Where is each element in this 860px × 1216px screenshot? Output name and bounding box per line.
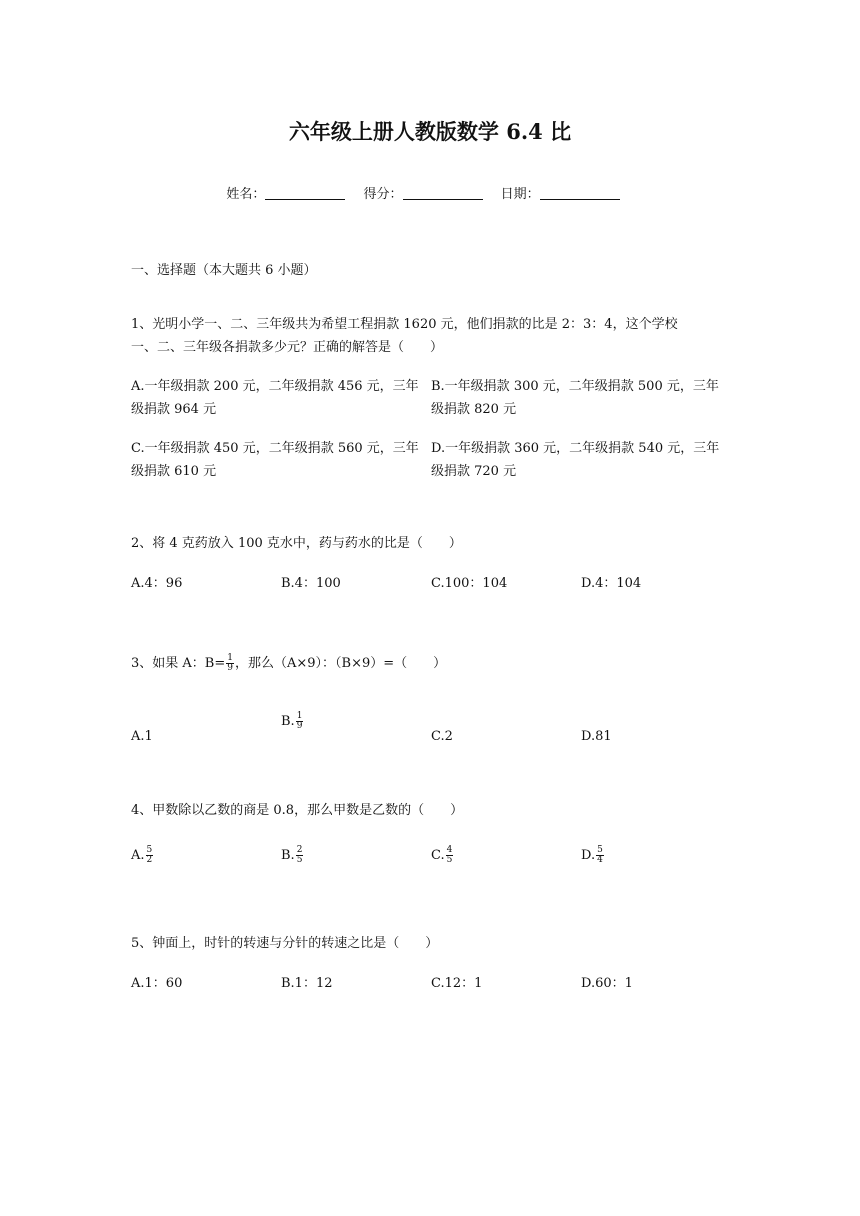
question-4-option-d: D. $\frac{5}{4}$ bbox=[581, 845, 603, 865]
question-5-stem: 5、钟面上，时针的转速与分针的转速之比是（ ） bbox=[131, 936, 439, 951]
question-2-option-c: C.100：104 bbox=[431, 576, 508, 591]
question-1-option-b: B.一年级捐款 300 元，二年级捐款 500 元，三年 级捐款 820 元 bbox=[431, 379, 719, 417]
question-2-option-d: D.4：104 bbox=[581, 576, 642, 591]
question-3-stem: 3、如果 A：B= $\frac{1}{9}$ ，那么（A×9）：（B×9）=（ ） bbox=[131, 653, 447, 673]
question-2-stem: 2、将 4 克药放入 100 克水中，药与药水的比是（ ） bbox=[131, 536, 462, 551]
question-3-option-b: B. $\frac{1}{9}$ bbox=[281, 711, 303, 731]
section-heading: 一、选择题（本大题共 6 小题） bbox=[131, 263, 317, 278]
question-5-option-a: A.1：60 bbox=[131, 976, 183, 991]
date-label: 日期： bbox=[500, 187, 540, 202]
question-3-fraction: $\frac{1}{9}$ bbox=[227, 653, 233, 673]
question-5-option-c: C.12：1 bbox=[431, 976, 483, 991]
question-5-option-b: B.1：12 bbox=[281, 976, 333, 991]
question-1-option-c: C.一年级捐款 450 元，二年级捐款 560 元，三年 级捐款 610 元 bbox=[131, 441, 419, 479]
question-2-option-a: A.4：96 bbox=[131, 576, 183, 591]
question-4-option-c: C. $\frac{4}{5}$ bbox=[431, 845, 453, 865]
question-3-option-d: D.81 bbox=[581, 729, 612, 744]
student-info-line bbox=[0, 183, 860, 202]
score-label: 得分： bbox=[363, 187, 403, 202]
question-2-option-b: B.4：100 bbox=[281, 576, 341, 591]
question-1-option-d: D.一年级捐款 360 元，二年级捐款 540 元，三年 级捐款 720 元 bbox=[431, 441, 720, 479]
question-4-option-a: A. $\frac{5}{2}$ bbox=[131, 845, 153, 865]
question-3-option-c: C.2 bbox=[431, 729, 453, 744]
question-4-option-b: B. $\frac{2}{5}$ bbox=[281, 845, 303, 865]
name-blank bbox=[265, 186, 345, 200]
score-blank bbox=[403, 186, 483, 200]
date-blank bbox=[540, 186, 620, 200]
question-1-stem-line-2: 一、二、三年级各捐款多少元？正确的解答是（ ） bbox=[131, 340, 444, 355]
question-4-stem: 4、甲数除以乙数的商是 0.8，那么甲数是乙数的（ ） bbox=[131, 803, 464, 818]
question-5-option-d: D.60：1 bbox=[581, 976, 633, 991]
question-1-stem-line-1: 1、光明小学一、二、三年级共为希望工程捐款 1620 元，他们捐款的比是 2：3：4，这个学校 bbox=[131, 317, 678, 332]
name-label: 姓名： bbox=[226, 187, 266, 202]
page-title: 六年级上册人教版数学 6.4 比 bbox=[288, 119, 572, 144]
question-1-option-a: A.一年级捐款 200 元，二年级捐款 456 元，三年 级捐款 964 元 bbox=[131, 379, 419, 417]
question-3-option-a: A.1 bbox=[131, 729, 153, 744]
